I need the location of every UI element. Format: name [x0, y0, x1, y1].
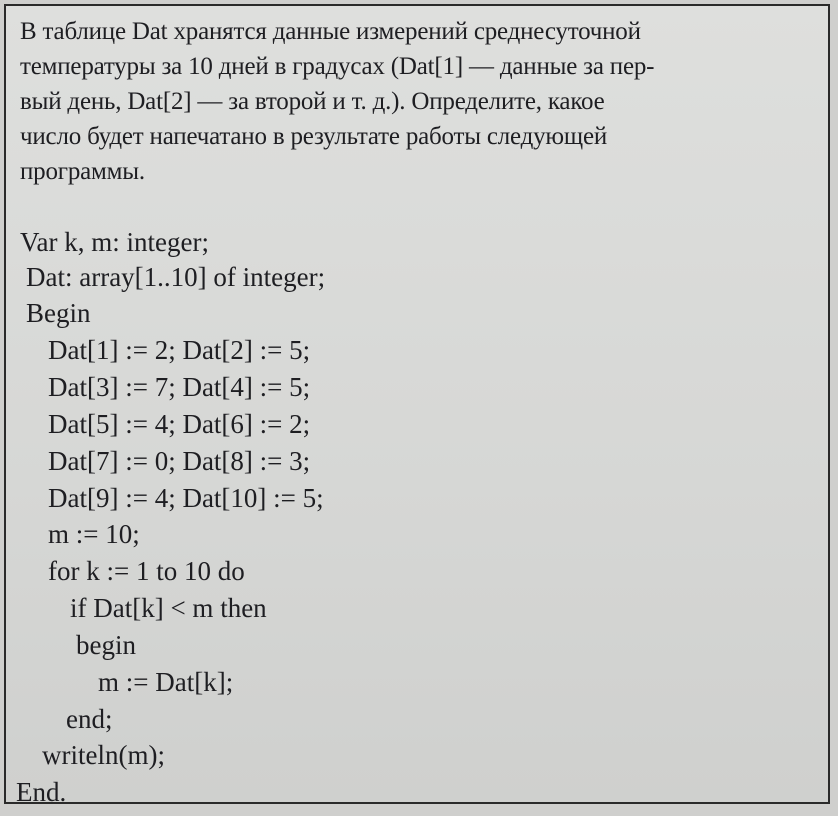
task-line: вый день, Dat[2] — за второй и т. д.). Определите, какое: [20, 88, 605, 115]
code-line: m := 10;: [48, 519, 140, 549]
task-line: программы.: [20, 158, 145, 185]
code-line: m := Dat[k];: [98, 667, 234, 697]
task-line: число будет напечатано в результате работы следующей: [20, 123, 608, 150]
code-line: writeln(m);: [42, 740, 165, 770]
code-line: Dat[9] := 4; Dat[10] := 5;: [48, 483, 324, 513]
code-line: Dat[1] := 2; Dat[2] := 5;: [48, 335, 311, 365]
task-text: [20, 14, 820, 189]
code-line: for k := 1 to 10 do: [48, 556, 245, 586]
code-line: Dat[5] := 4; Dat[6] := 2;: [48, 409, 311, 439]
task-line: В таблице Dat хранятся данные измерений среднесуточной: [20, 18, 641, 45]
code-line: End.: [16, 777, 67, 807]
code-line: Begin: [26, 298, 91, 328]
code-line: end;: [66, 704, 113, 734]
task-card: [4, 4, 830, 807]
code-line: Dat[3] := 7; Dat[4] := 5;: [48, 372, 311, 402]
code-line: Dat[7] := 0; Dat[8] := 3;: [48, 446, 311, 476]
code-line: Dat: array[1..10] of integer;: [26, 262, 326, 292]
code-line: if Dat[k] < m then: [70, 593, 267, 623]
code-line: begin: [76, 630, 136, 660]
code-line: Var k, m: integer;: [20, 227, 209, 257]
task-line: температуры за 10 дней в градусах (Dat[1] — данные за пер-: [20, 53, 655, 80]
